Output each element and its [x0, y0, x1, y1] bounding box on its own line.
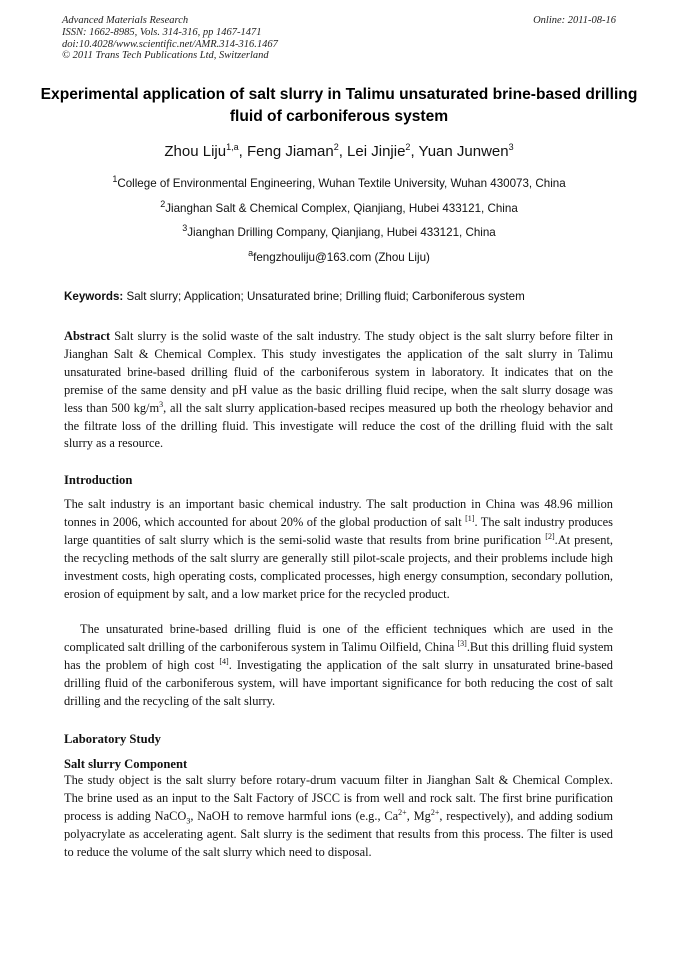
intro-paragraph-2: The unsaturated brine-based drilling fluid is one of the efficient techniques which are used in the complicated salt drilling of the carboniferous system in Talimu Oilfield, China [3].But this drilling fluid system has the problem of high cost [4]. Investigating the application of the salt slurry in unsaturated brine-based drilling fluid of the carboniferous system, will have important significance for both reducing the cost of salt drilling and the recycling of the salt slurry. — [64, 622, 613, 708]
author-list — [40, 142, 638, 162]
abstract-label: Abstract — [64, 329, 111, 343]
keywords — [64, 289, 618, 305]
author: Feng Jiaman$^2$, — [246, 142, 348, 160]
affiliation-2: $^2$Jianghan Salt & Chemical Complex, Qianjiang, Hubei 433121, China — [160, 199, 518, 215]
affiliation-1: $^1$College of Environmental Engineering, Wuhan Textile University, Wuhan 430073, China — [112, 174, 566, 190]
author: Yuan Junwen$^3$ — [418, 142, 514, 160]
author-email: $^a$fengzhouliju@163.com (Zhou Liju) — [248, 248, 430, 264]
keywords-text: Salt slurry; Application; Unsaturated brine; Drilling fluid; Carboniferous system — [123, 290, 525, 303]
section-heading-laboratory-study: Laboratory Study — [64, 732, 161, 746]
lab-paragraph: The study object is the salt slurry before rotary-drum vacuum filter in Jianghan Salt & Chemical Complex. The brine used as an input to the Salt Factory of JSCC is from well and rock salt. The first brine purification process is adding NaCO$_3$, NaOH to remove harmful ions (e.g., $Ca^{2+}$, $Mg^{2+}$, respectively), and adding sodium polyacrylate as accelerating agent. Salt slurry is the sediment that results from this process. The filter is used to reduce the volume of the salt slurry which need to disposal. — [64, 773, 613, 859]
abstract: Abstract Salt slurry is the solid waste of the salt industry. The study object is the salt slurry before filter in Jianghan Salt & Chemical Complex. This study investigates the application of the salt slurry in Talimu unsaturated brine-based drilling fluid of the carboniferous system in laboratory. It indicates that on the premise of the same density and pH value as the basic drilling fluid recipe, when the salt slurry dosage was less than 500 $kg/m^3$, all the salt slurry application-based recipes measured up both the rheology behavior and the filtrate loss of the drilling fluid. This investigate will reduce the cost of the drilling fluid with the salt slurry as a resource. — [64, 329, 613, 451]
section-heading-introduction: Introduction — [64, 473, 133, 487]
journal-header — [62, 15, 616, 62]
subsection-heading-salt-slurry-component: Salt slurry Component — [64, 757, 188, 771]
doi-line: doi:10.4028/www.scientific.net/AMR.314-316.1467 — [62, 38, 278, 50]
copyright-line: © 2011 Trans Tech Publications Ltd, Switzerland — [62, 50, 269, 62]
online-date: Online: 2011-08-16 — [533, 15, 616, 26]
intro-paragraph-1: The salt industry is an important basic chemical industry. The salt production in China was 48.96 million tonnes in 2006, which accounted for about 20% of the global production of salt [1]. The salt industry produces large quantities of salt slurry which is the semi-solid waste that results from brine purification [2].At present, the recycling methods of the salt slurry are generally still pilot-scale projects, and their problems include high investment costs, high operating costs, complicated processes, high energy consumption, secondary pollution, erosion of equipment by salt, and a low market price for the recycled product. — [64, 497, 613, 601]
author: Zhou Liju$^{1,a}$, — [164, 142, 247, 160]
journal-name: Advanced Materials Research — [62, 15, 189, 26]
affiliation-3: $^3$Jianghan Drilling Company, Qianjiang, Hubei 433121, China — [182, 223, 496, 239]
issn-line: ISSN: 1662-8985, Vols. 314-316, pp 1467-1471 — [62, 26, 262, 38]
author: Lei Jinjie$^2$, — [347, 142, 419, 160]
paper-title: Experimental application of salt slurry in Talimu unsaturated brine-based drilling fluid of carboniferous system — [40, 86, 638, 125]
keywords-label: Keywords: — [64, 290, 124, 303]
